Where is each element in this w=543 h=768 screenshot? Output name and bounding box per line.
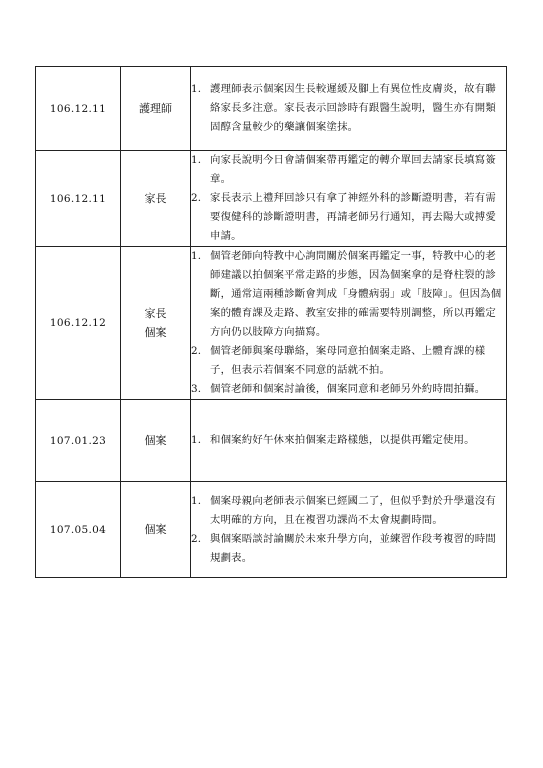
date-cell: 107.05.04	[36, 482, 121, 578]
date-cell: 107.01.23	[36, 400, 121, 482]
table-row	[36, 67, 507, 151]
contact-person: 個案	[144, 434, 167, 447]
note-number: 2.	[191, 192, 202, 204]
contact-person-cell	[121, 67, 191, 151]
note-item	[191, 80, 506, 137]
note-item	[191, 151, 506, 189]
contact-log-table	[35, 66, 507, 578]
note-text: 個管老師與案母聯絡，案母同意拍個案走路、上體育課的樣子，但表示若個案不同意的話就不拍。	[210, 345, 486, 376]
note-item	[191, 431, 506, 450]
notes-cell	[191, 247, 507, 400]
note-item	[191, 247, 506, 342]
date-cell: 106.12.11	[36, 67, 121, 151]
note-item	[191, 380, 506, 399]
table-row	[36, 400, 507, 482]
contact-person-cell	[121, 247, 191, 400]
note-text: 個管老師向特教中心詢問關於個案再鑑定一事，特教中心的老師建議以拍個案平常走路的步態，因為個案拿的是脊柱裂的診斷，通常這兩種診斷會判成「身體病弱」或「肢障」。但因為個案的體育課及走路、教室安排的確需要特別調整，所以再鑑定方向仍以肢障方向描寫。	[210, 250, 502, 338]
note-text: 個案母親向老師表示個案已經國二了，但似乎對於升學還沒有太明確的方向，且在複習功課尚不太會規劃時間。	[210, 494, 496, 526]
note-number: 2.	[191, 532, 202, 545]
note-text: 向家長說明今日會請個案帶再鑑定的轉介單回去請家長填寫簽章。	[210, 154, 496, 185]
notes-cell	[191, 482, 507, 578]
note-number: 1.	[191, 154, 202, 166]
note-text: 家長表示上禮拜回診只有拿了神經外科的診斷證明書，若有需要復健科的診斷證明書，再請老師另行通知，再去陽大或搏愛申請。	[210, 192, 496, 242]
note-number: 1.	[191, 83, 202, 95]
notes-cell	[191, 151, 507, 247]
contact-person: 個案	[144, 326, 167, 339]
note-item	[191, 189, 506, 246]
table-row	[36, 482, 507, 578]
contact-person-cell	[121, 151, 191, 247]
note-number: 3.	[191, 383, 202, 395]
date-cell: 106.12.11	[36, 151, 121, 247]
contact-person-cell	[121, 482, 191, 578]
contact-person-cell	[121, 400, 191, 482]
note-list	[191, 80, 506, 137]
notes-cell	[191, 67, 507, 151]
contact-person: 家長	[144, 307, 167, 320]
date-cell: 106.12.12	[36, 247, 121, 400]
note-number: 1.	[191, 434, 202, 446]
note-text: 與個案晤談討論關於未來升學方向，並練習作段考複習的時間規劃表。	[210, 532, 496, 564]
notes-cell	[191, 400, 507, 482]
note-list	[191, 247, 506, 399]
note-text: 個管老師和個案討論後，個案同意和老師另外約時間拍攝。	[210, 383, 486, 395]
contact-person: 護理師	[139, 102, 172, 115]
note-item	[191, 492, 506, 530]
note-item	[191, 342, 506, 380]
table-row	[36, 247, 507, 400]
contact-person: 家長	[144, 192, 167, 205]
note-list	[191, 431, 506, 450]
note-list	[191, 151, 506, 246]
note-item	[191, 530, 506, 568]
table-row	[36, 151, 507, 247]
note-text: 和個案約好午休來拍個案走路樣態，以提供再鑑定使用。	[210, 434, 475, 446]
note-number: 1.	[191, 250, 202, 262]
note-list	[191, 492, 506, 568]
note-number: 2.	[191, 345, 202, 357]
note-text: 護理師表示個案因生長較遲緩及腳上有異位性皮膚炎，故有聯絡家長多注意。家長表示回診時有跟醫生說明，醫生亦有開類固醇含量較少的藥讓個案塗抹。	[210, 83, 496, 133]
contact-person: 個案	[144, 523, 167, 536]
note-number: 1.	[191, 494, 202, 507]
